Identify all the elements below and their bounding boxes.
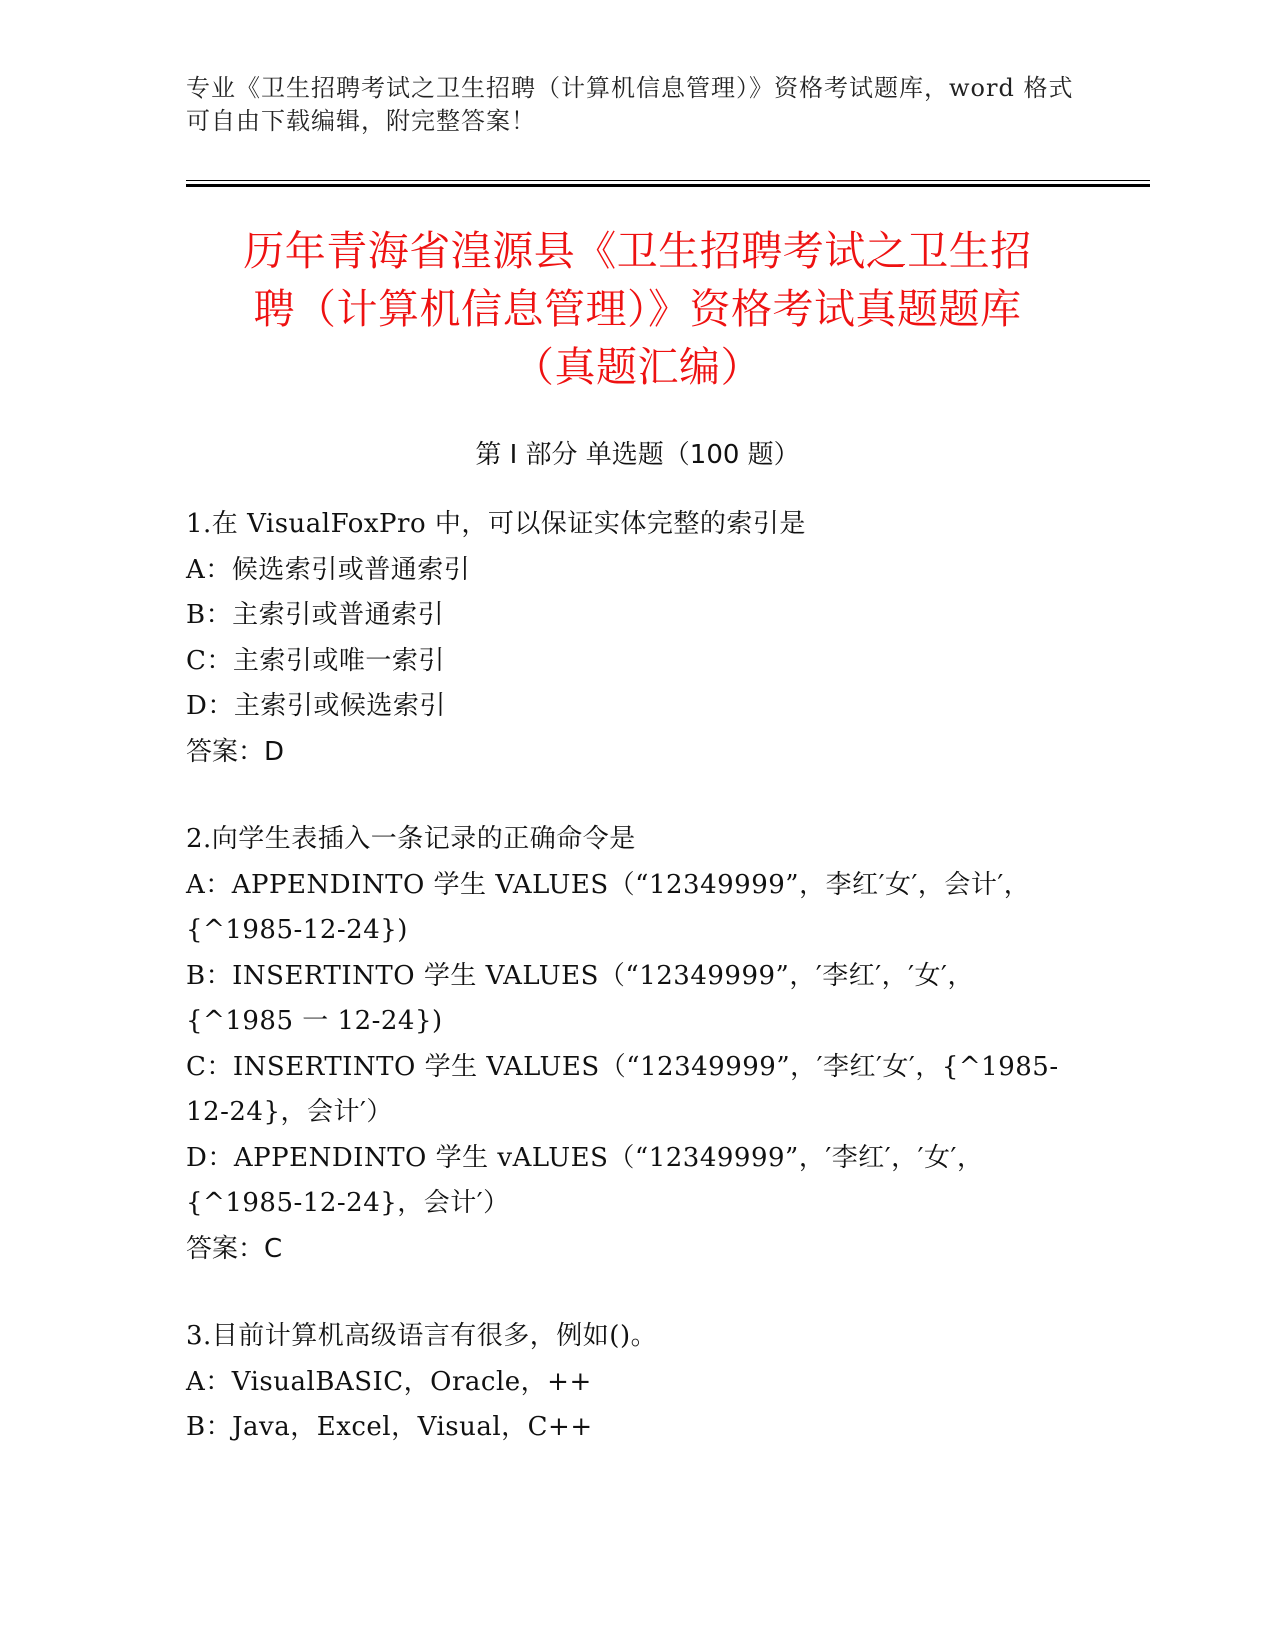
document-header — [186, 72, 1086, 138]
question-3 — [186, 1314, 1066, 1451]
question-1-option-b: B：主索引或普通索引 — [186, 600, 445, 630]
question-2-option-a-cont: {^1985-12-24}) — [186, 915, 408, 945]
title-line-3: （真题汇编） — [513, 343, 762, 391]
header-divider-thick — [186, 184, 1150, 187]
question-1-stem: 1.在 VisualFoxPro 中，可以保证实体完整的索引是 — [186, 509, 806, 539]
header-line-1: 专业《卫生招聘考试之卫生招聘（计算机信息管理）》资格考试题库，word 格式 — [186, 74, 1074, 102]
question-2-answer: 答案：C — [186, 1233, 283, 1264]
question-2-option-b-cont: {^1985 一 12-24}) — [186, 1006, 443, 1036]
question-2-option-d: D：APPENDINTO 学生 vALUES（“12349999”，′李红′，′女′， — [186, 1142, 984, 1173]
question-1 — [186, 502, 1066, 775]
title-line-2: 聘（计算机信息管理）》资格考试真题题库 — [253, 285, 1022, 333]
section-heading: 第 I 部分 单选题（100 题） — [475, 440, 800, 470]
document-title — [150, 222, 1125, 396]
question-3-option-a: A：VisualBASIC，Oracle，++ — [186, 1366, 592, 1397]
question-2-stem: 2.向学生表插入一条记录的正确命令是 — [186, 824, 636, 854]
question-3-option-b: B：Java，Excel，Visual，C++ — [186, 1412, 593, 1442]
question-1-option-d: D：主索引或候选索引 — [186, 691, 446, 721]
question-2-option-c-cont: 12-24}，会计′） — [186, 1097, 393, 1127]
question-2-option-b: B：INSERTINTO 学生 VALUES（“12349999”，′李红′，′女′， — [186, 960, 974, 991]
question-1-option-c: C：主索引或唯一索引 — [186, 645, 445, 676]
question-2-option-c: C：INSERTINTO 学生 VALUES（“12349999”，′李红′女′，{^1985- — [186, 1051, 1059, 1082]
question-1-option-a: A：候选索引或普通索引 — [186, 554, 471, 585]
header-line-2: 可自由下载编辑，附完整答案！ — [186, 107, 536, 135]
question-2-option-d-cont: {^1985-12-24}，会计′） — [186, 1188, 510, 1218]
title-line-1: 历年青海省湟源县《卫生招聘考试之卫生招 — [243, 227, 1032, 275]
question-2-option-a: A：APPENDINTO 学生 VALUES（“12349999”，李红′女′，会计′， — [186, 869, 1031, 900]
question-1-answer: 答案：D — [186, 736, 285, 767]
header-divider-thin — [186, 180, 1150, 181]
question-3-stem: 3.目前计算机高级语言有很多，例如()。 — [186, 1321, 658, 1351]
question-2 — [186, 817, 1066, 1272]
